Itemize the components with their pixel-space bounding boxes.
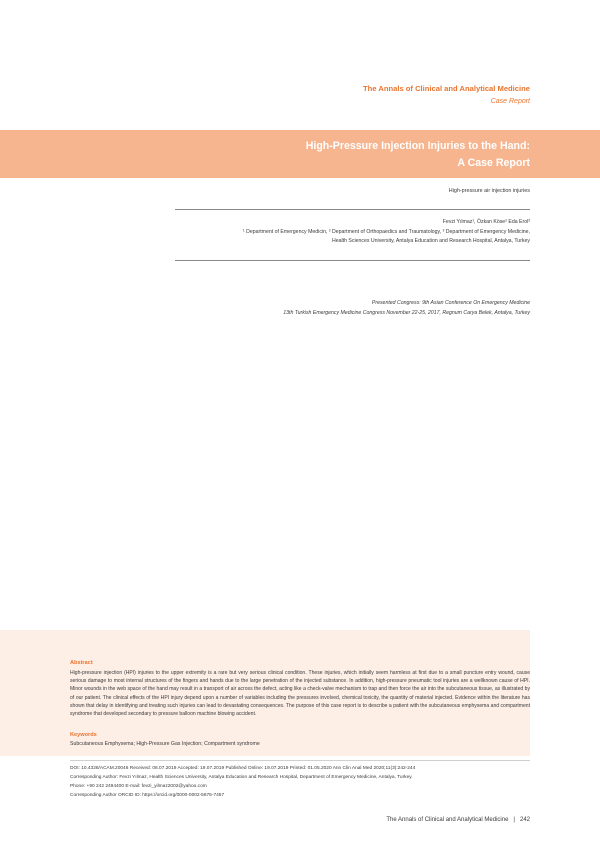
- affiliation-line2: Health Sciences University, Antalya Education and Research Hospital, Antalya, Turkey: [332, 238, 530, 244]
- journal-title: The Annals of Clinical and Analytical Medicine: [363, 84, 530, 93]
- keywords-heading: Keywords: [70, 732, 97, 738]
- article-type: Case Report: [490, 98, 530, 105]
- divider-top: [175, 209, 530, 210]
- corresponding-author-line: Corresponding Author: Fevzi Yılmaz, Health Sciences University, Antalya Education and Research Hospital, Department of Emergency Medicine, Antalya, Turkey.: [70, 775, 413, 780]
- abstract-text: High-pressure injection (HPI) injuries to the upper extremity is a rare but very serious clinical condition. These injuries, which initially seem harmless at first due to a small puncture entry wound, cause serious damage to most internal structures of the fingers and hands due to the large penetration of the injected substance. In addition, high-pressure pneumatic tool injuries are a wellknown cause of HPI. Minor wounds in the web space of the hand may result in a transport of air across the defect, acting like a check-valve mechanism to trap and then force the air into the subcutaneous tissue, as illustrated by of our patient. The clinical effects of the HPI injury depend upon a number of variables including the pressures involved, chemical toxicity, the quantity of material injected. Evidence within the literature has shown that delay in identifying and treating such injuries can lead to devastating consequences. The purpose of this case report is to describe a patient with the subcutaneous emphysema and compartment syndrome that developed secondary to pressure balloon machine blowing accident.: [70, 670, 530, 718]
- authors: Fevzi Yılmaz¹, Özkan Köse² Eda Erol³: [442, 219, 530, 225]
- article-title-line1: High-Pressure Injection Injuries to the Hand:: [305, 140, 530, 152]
- doi-line: DOI: 10.4328/ACAM.20046 Received: 08.07.2019 Accepted: 19.07.2019 Published Online: 19.07.2019 Printed: 01.05.2020 Ann Clin Anal Med 2020;11(3):242-244: [70, 766, 416, 771]
- presented-line2: 13th Turkish Emergency Medicine Congress November 22-25, 2017, Regnum Carya Belek, Antalya, Turkey: [283, 310, 530, 316]
- page-number: 242: [519, 817, 530, 823]
- page-footer: [386, 817, 530, 823]
- affiliation-line1: ¹ Department of Emergency Medicin, ² Department of Orthopaedics and Traumatology, ³ Department of Emergency Medicine,: [242, 229, 530, 235]
- abstract-heading: Abstract: [70, 660, 93, 666]
- footer-separator: |: [513, 817, 515, 823]
- article-title-line2: A Case Report: [457, 157, 530, 169]
- divider-bottom: [175, 260, 530, 261]
- footer-divider: [70, 760, 530, 761]
- keywords-text: Subcutaneous Emphysema; High-Pressure Gas Injection; Compartment syndrome: [70, 741, 260, 747]
- footer-journal: The Annals of Clinical and Analytical Medicine: [386, 817, 509, 823]
- short-title: High-pressure air injection injuries: [448, 188, 530, 194]
- presented-line1: Presented Congress: 9th Asian Conference On Emergency Medicine: [371, 300, 530, 306]
- contact-line: Phone: +90 242 2494400 E-mail: fevzi_yilmaz2002@yahoo.com: [70, 784, 207, 789]
- orcid-line: Corresponding Author ORCID ID: https://orcid.org/0000-0002-5675-7457: [70, 793, 225, 798]
- title-band: [0, 130, 600, 178]
